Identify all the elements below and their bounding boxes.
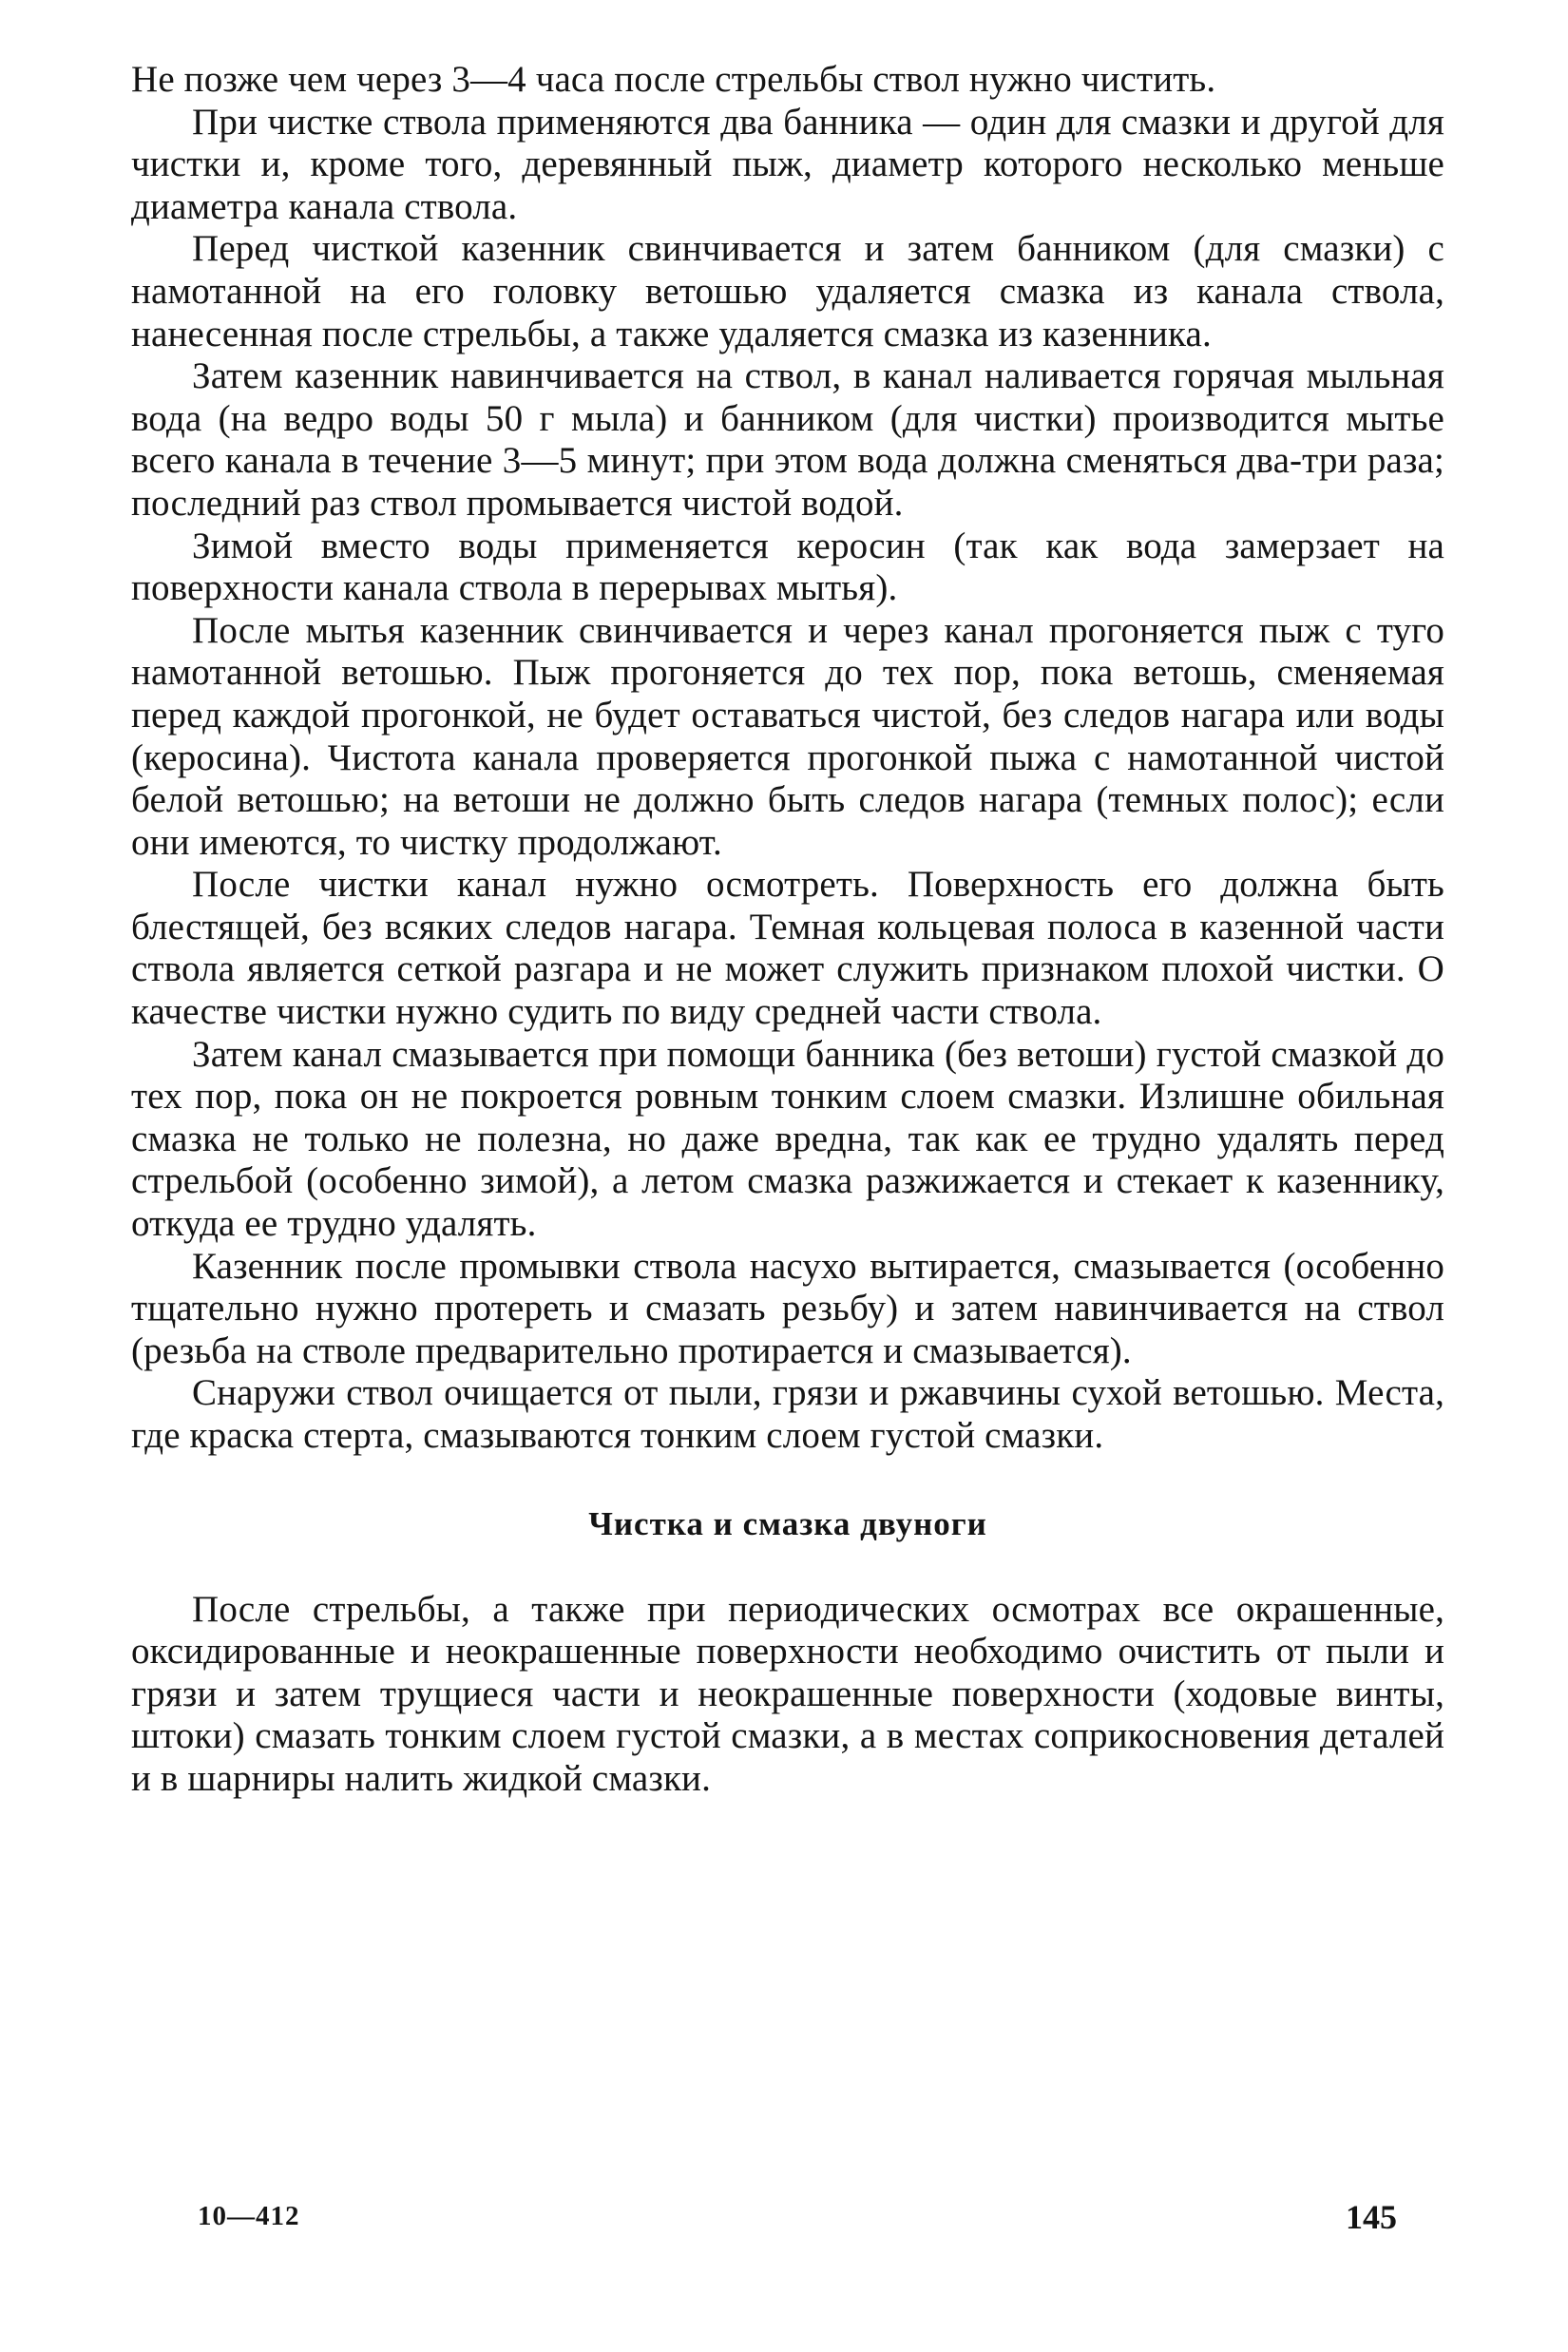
document-page <box>131 59 1444 2321</box>
section-text <box>131 1589 1444 1801</box>
paragraph: Зимой вместо воды применяется керосин (так как вода замерзает на поверхности канала ствола в перерывах мытья). <box>131 525 1444 609</box>
section-heading: Чистка и смазка двуноги <box>588 1504 987 1542</box>
page-number: 145 <box>1346 2198 1397 2236</box>
paragraph: При чистке ствола применяются два банника — один для смазки и другой для чистки и, кроме того, деревянный пыж, диаметр которого несколько меньше диаметра канала ствола. <box>131 101 1444 227</box>
main-text <box>131 59 1444 1458</box>
paragraph: После чистки канал нужно осмотреть. Поверхность его должна быть блестящей, без всяких следов нагара. Темная кольцевая полоса в казенной части ствола является сеткой разгара и не может служить признаком плохой чистки. О качестве чистки нужно судить по виду средней части ствола. <box>131 864 1444 1033</box>
paragraph: После стрельбы, а также при периодических осмотрах все окрашенные, оксидированные и неокрашенные поверхности необходимо очистить от пыли и грязи и затем трущиеся части и неокрашенные поверхности (ходовые винты, штоки) смазать тонким слоем густой смазки, а в местах соприкосновения деталей и в шарниры налить жидкой смазки. <box>131 1588 1444 1799</box>
page-footer <box>131 2197 1444 2245</box>
paragraph: Затем казенник навинчивается на ствол, в канал наливается горячая мыльная вода (на ведро воды 50 г мыла) и банником (для чистки) производится мытье всего канала в течение 3—5 минут; при этом вода должна сменяться два-три раза; последний раз ствол промывается чистой водой. <box>131 355 1444 524</box>
paragraph: После мытья казенник свинчивается и через канал прогоняется пыж с туго намотанной ветошью. Пыж прогоняется до тех пор, пока ветошь, сменяемая перед каждой прогонкой, не будет оставаться чистой, без следов нагара или воды (керосина). Чистота канала проверяется прогонкой пыжа с намотанной чистой белой ветошью; на ветоши не должно быть следов нагара (темных полос); если они имеются, то чистку продолжают. <box>131 609 1444 863</box>
printer-signature: 10—412 <box>198 2201 300 2231</box>
paragraph: Затем канал смазывается при помощи банника (без ветоши) густой смазкой до тех пор, пока он не покроется ровным тонким слоем смазки. Излишне обильная смазка не только не полезна, но даже вредна, так как ее трудно удалять перед стрельбой (особенно зимой), а летом смазка разжижается и стекает к казеннику, откуда ее трудно удалять. <box>131 1033 1444 1245</box>
paragraph: Казенник после промывки ствола насухо вытирается, смазывается (особенно тщательно нужно протереть и смазать резьбу) и затем навинчивается на ствол (резьба на стволе предварительно протирается и смазывается). <box>131 1245 1444 1371</box>
paragraph: Снаружи ствол очищается от пыли, грязи и ржавчины сухой ветошью. Места, где краска стерта, смазываются тонким слоем густой смазки. <box>131 1372 1444 1456</box>
paragraph: Не позже чем через 3—4 часа после стрельбы ствол нужно чистить. <box>131 59 1216 100</box>
paragraph: Перед чисткой казенник свинчивается и затем банником (для смазки) с намотанной на его головку ветошью удаляется смазка из канала ствола, нанесенная после стрельбы, а также удаляется смазка из казенника. <box>131 228 1444 354</box>
